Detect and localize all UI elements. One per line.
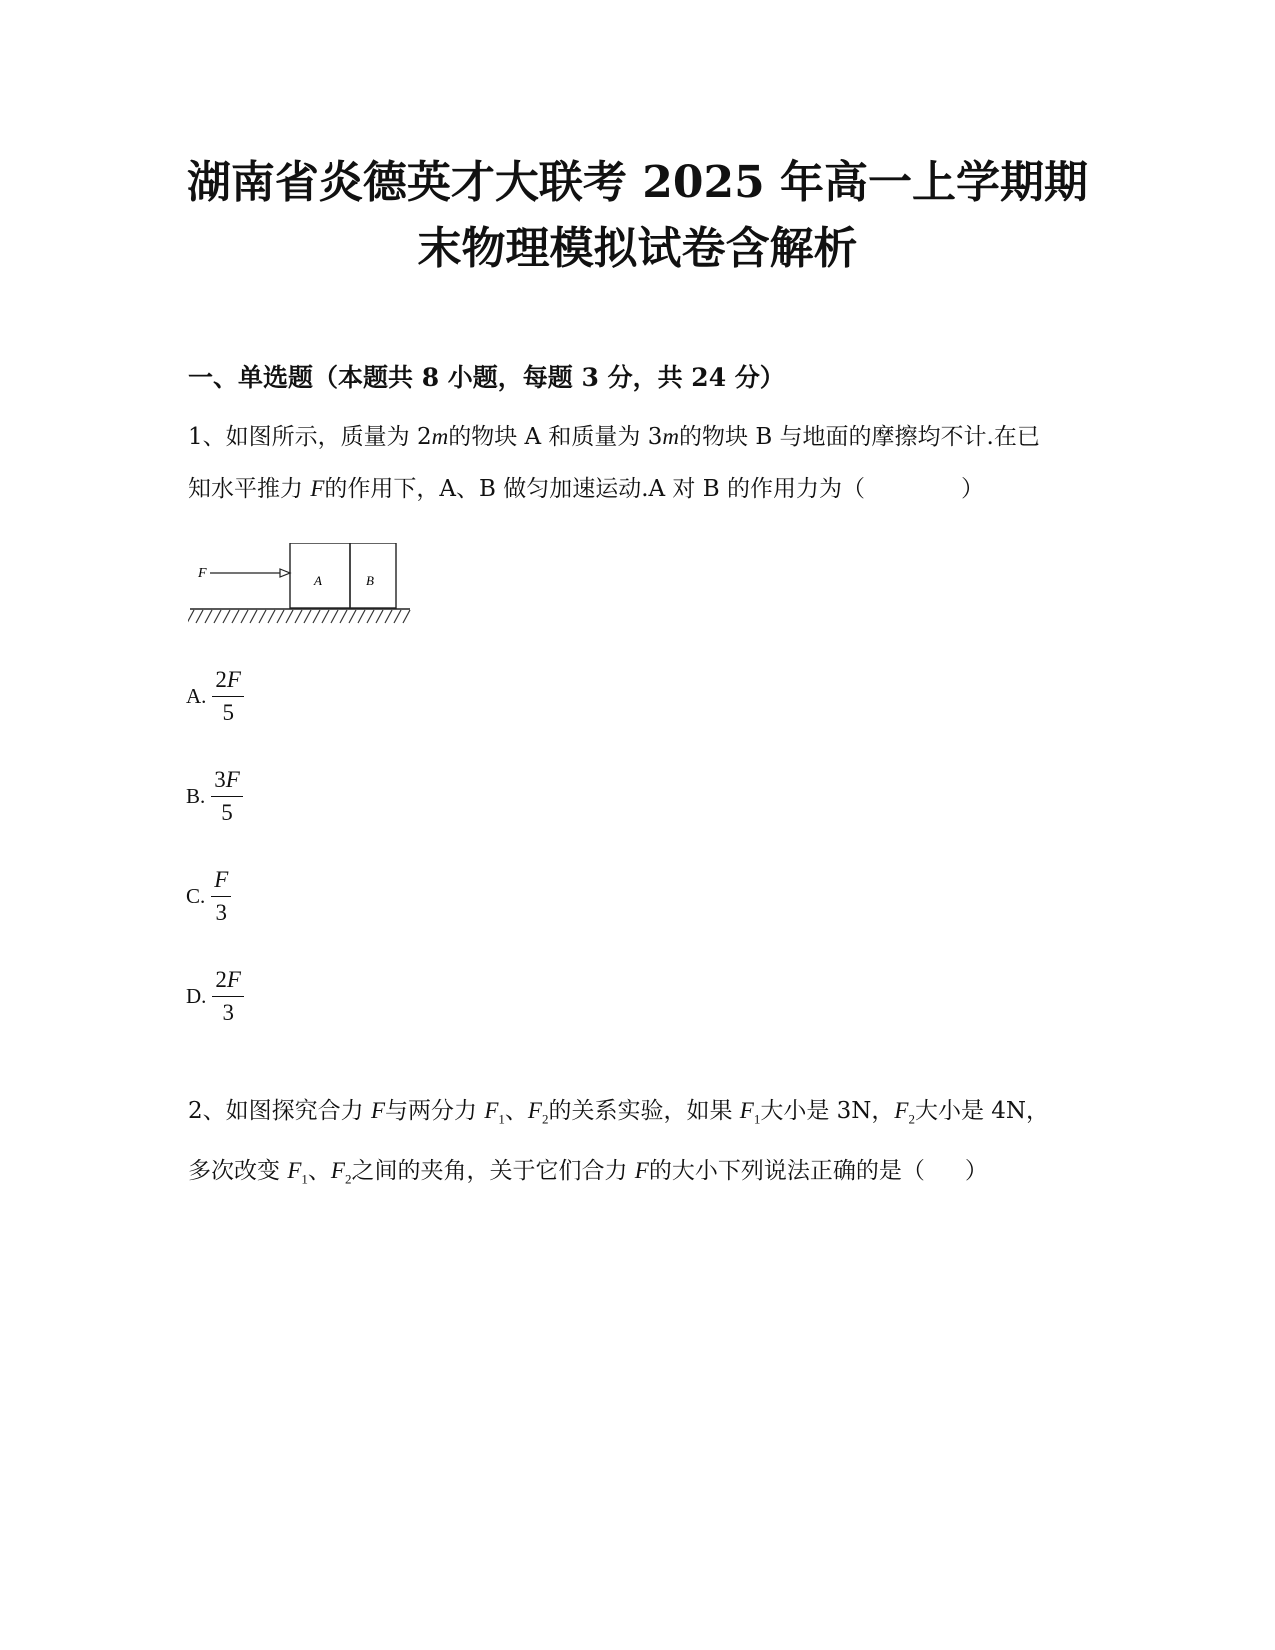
f2-symbol: F (894, 1098, 909, 1123)
force-arrowhead (280, 569, 290, 577)
mass-symbol: m (431, 424, 449, 449)
q2-text: 大小是 3N， (760, 1098, 895, 1124)
f1-subscript: 1 (301, 1171, 308, 1187)
option-b[interactable] (186, 766, 243, 827)
hatch-stroke (403, 610, 410, 623)
hatch-stroke (304, 610, 311, 623)
option-c[interactable] (186, 866, 231, 927)
option-d-label: D. (186, 984, 207, 1008)
q2-text: 的关系实验，如果 (548, 1098, 740, 1124)
q2-text: 之间的夹角，关于它们合力 (351, 1157, 635, 1184)
hatch-stroke (349, 610, 356, 623)
block-b-label: B (366, 573, 374, 588)
f1-symbol: F (739, 1098, 754, 1123)
option-d-fraction (212, 966, 244, 1027)
figure-force-label: F (198, 566, 207, 581)
hatch-stroke (268, 610, 275, 623)
section-heading: 一、单选题（本题共 8 小题，每题 3 分，共 24 分） (188, 363, 785, 392)
hatch-stroke (367, 610, 374, 623)
coefficient: 3 (214, 767, 226, 792)
numerator (212, 666, 244, 697)
hatch-stroke (340, 610, 347, 623)
mass-symbol: m (662, 424, 680, 449)
question-1-line-1 (188, 411, 1088, 463)
question-1 (188, 411, 1088, 515)
option-d[interactable] (186, 966, 244, 1027)
block-a-label: A (314, 573, 322, 588)
option-b-label: B. (186, 784, 206, 808)
hatch-stroke (241, 610, 248, 623)
variable: F (225, 767, 240, 792)
f1-symbol: F (287, 1157, 302, 1183)
q1-text: ） (960, 476, 984, 502)
hatch-stroke (331, 610, 338, 623)
blocks-diagram (188, 543, 428, 643)
q2-text: 2、如图探究合力 (188, 1098, 371, 1124)
hatch-stroke (313, 610, 320, 623)
option-c-fraction (211, 866, 231, 927)
ground-hatching (188, 610, 410, 623)
document-title (150, 150, 1125, 282)
q1-text: 的作用下，A、B 做匀加速运动.A 对 B 的作用力为（ (324, 476, 865, 502)
q1-text: 1、如图所示，质量为 2 (188, 424, 432, 450)
q2-text: 与两分力 (385, 1098, 485, 1124)
f2-subscript: 2 (541, 1111, 549, 1127)
option-a-label: A. (186, 684, 207, 708)
option-b-fraction (211, 766, 243, 827)
hatch-stroke (394, 610, 401, 623)
blocks-figure (188, 543, 428, 647)
coefficient: 2 (215, 967, 227, 992)
numerator (212, 966, 244, 997)
option-c-label: C. (186, 884, 206, 908)
separator: 、 (307, 1157, 331, 1184)
numerator (211, 866, 231, 897)
option-a[interactable] (186, 666, 244, 727)
hatch-stroke (250, 610, 257, 623)
hatch-stroke (259, 610, 266, 623)
force-f1 (287, 1157, 308, 1187)
hatch-stroke (358, 610, 365, 623)
hatch-stroke (205, 610, 212, 623)
force-symbol: F (310, 476, 325, 501)
question-2 (188, 1085, 1088, 1204)
hatch-stroke (188, 610, 194, 623)
force-f2 (527, 1098, 549, 1127)
f1-symbol: F (484, 1098, 499, 1123)
hatch-stroke (232, 610, 239, 623)
hatch-stroke (223, 610, 230, 623)
f2-symbol: F (330, 1157, 345, 1183)
force-f1 (484, 1098, 505, 1127)
question-2-line-1 (188, 1085, 1088, 1145)
denominator: 3 (222, 1000, 234, 1025)
hatch-stroke (214, 610, 221, 623)
hatch-stroke (277, 610, 284, 623)
force-f2 (330, 1157, 352, 1187)
numerator (211, 766, 243, 797)
q2-text: 大小是 4N， (914, 1098, 1050, 1124)
title-line-1: 湖南省炎德英才大联考 2025 年高一上学期期 (186, 157, 1089, 208)
force-symbol: F (370, 1098, 386, 1123)
hatch-stroke (385, 610, 392, 623)
coefficient: 2 (215, 667, 227, 692)
question-2-line-2 (188, 1145, 1088, 1205)
hatch-stroke (376, 610, 383, 623)
denominator: 5 (221, 800, 233, 825)
q2-text: 的大小下列说法正确的是（ (648, 1157, 925, 1184)
f1-subscript: 1 (498, 1111, 505, 1127)
variable: F (226, 967, 241, 992)
question-1-line-2 (188, 463, 1088, 515)
hatch-stroke (322, 610, 329, 623)
q1-text: 的物块 A 和质量为 3 (448, 424, 663, 450)
title-line-2: 末物理模拟试卷含解析 (417, 223, 858, 274)
option-a-fraction (212, 666, 244, 727)
q2-text: ） (964, 1157, 988, 1184)
hatch-stroke (295, 610, 302, 623)
variable: F (214, 867, 229, 892)
hatch-stroke (196, 610, 203, 623)
hatch-stroke (286, 610, 293, 623)
separator: 、 (504, 1098, 528, 1124)
force-f1 (739, 1098, 761, 1127)
q1-text: 的物块 B 与地面的摩擦均不计.在已 (679, 424, 1040, 450)
q1-text: 知水平推力 (188, 476, 311, 502)
q2-text: 多次改变 (188, 1157, 288, 1184)
f2-subscript: 2 (908, 1111, 915, 1127)
force-f2 (894, 1098, 915, 1127)
variable: F (226, 667, 241, 692)
f2-subscript: 2 (344, 1171, 352, 1187)
denominator: 5 (222, 700, 234, 725)
f2-symbol: F (527, 1098, 542, 1123)
f1-subscript: 1 (753, 1111, 761, 1127)
denominator: 3 (215, 900, 228, 925)
force-symbol: F (634, 1157, 649, 1183)
